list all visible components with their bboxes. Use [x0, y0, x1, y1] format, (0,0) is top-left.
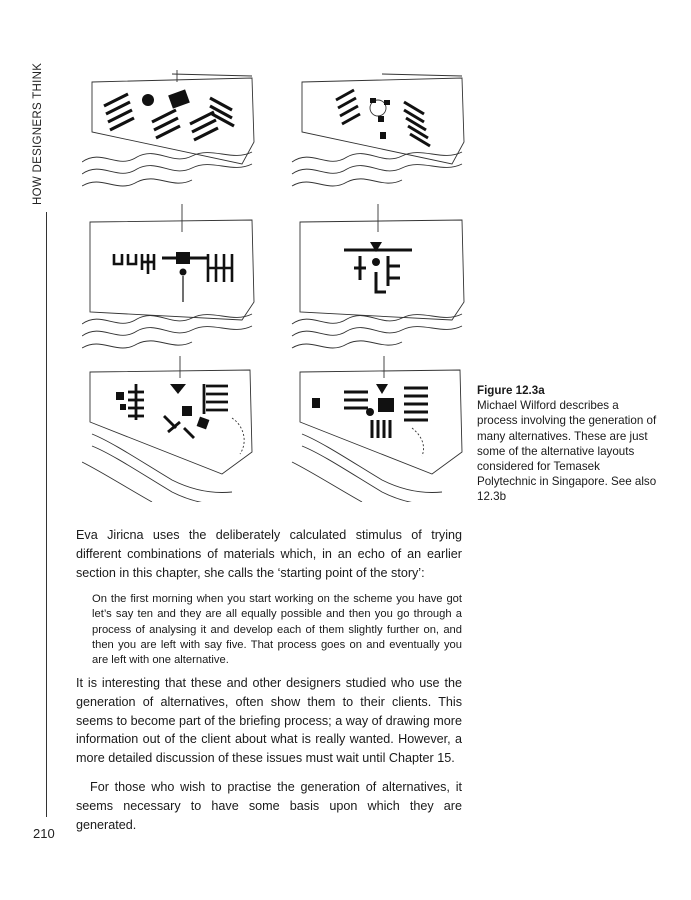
layout-panel-6	[292, 356, 462, 502]
layout-panel-2	[292, 74, 464, 186]
page-number: 210	[33, 826, 55, 841]
caption-title: Figure 12.3a	[477, 384, 545, 397]
body-paragraph-1: Eva Jiricna uses the deliberately calculated stimulus of trying different combinations of materials which, in an echo of an earlier section in this chapter, she calls the ‘starting point of the story’:	[76, 528, 462, 580]
figure-site-layouts	[82, 62, 472, 502]
figure-caption	[477, 383, 662, 505]
caption-text: Michael Wilford describes a process involving the generation of many alternatives. These are just some of the alternative layouts considered for Temasek Polytechnic in Singapore. See also 12.3b	[477, 399, 657, 504]
body-paragraph-3: For those who wish to practise the generation of alternatives, it seems necessary to have some basis upon which they are generated.	[76, 780, 462, 832]
layout-panel-3	[82, 204, 254, 348]
body-paragraph-2: It is interesting that these and other designers studied who use the generation of alternatives, often show them to their clients. This seems to become part of the briefing process; a way of drawing more information out of the client about what is really wanted. However, a more detailed discussion of these issues must wait until Chapter 15.	[76, 676, 462, 766]
layout-panel-4	[292, 204, 464, 348]
margin-rule	[46, 212, 47, 817]
layout-panel-5	[82, 356, 252, 502]
block-quote: On the first morning when you start working on the scheme you have got let’s say ten and they are all equally possible and then you go through a process of analysing it and develop each of them slightly further on, and then you are left with say five. That process goes on and eventually you are left with one alternative.	[92, 593, 462, 667]
layout-panel-1	[82, 70, 254, 186]
running-head: HOW DESIGNERS THINK	[32, 62, 44, 205]
